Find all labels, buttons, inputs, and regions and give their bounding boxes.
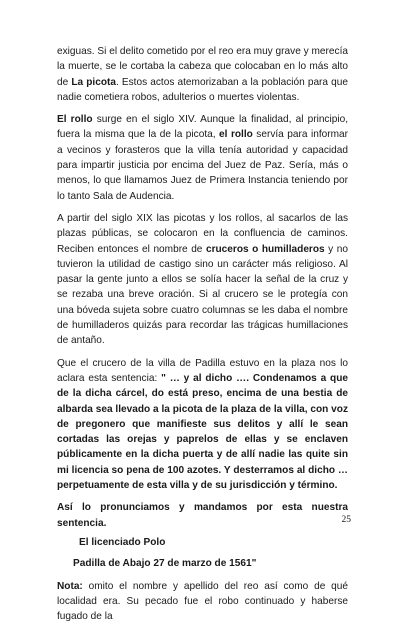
paragraph-nota: Nota: omito el nombre y apellido del reo así como de qué localidad era. Su pecado fue el robo continuado y haberse fugado de la — [57, 580, 348, 623]
paragraph-picota: exiguas. Si el delito cometido por el reo era muy grave y merecía la muerte, se le cortaba la cabeza que colocaban en lo más alto de La picota. Estos actos atemorizaban a la población para que nadie cometiera robos, adulterios o muertes violentas. — [57, 46, 348, 103]
term-cruceros: cruceros o humilladeros — [205, 243, 325, 255]
signature-line: El licenciado Polo — [79, 536, 166, 548]
sentence-quote: " … y al dicho …. Condenamos a que de la dicha cárcel, do está preso, encima de una bestia de albarda sea llevado a la picota de la plaza de la villa, con voz de pregonero que manifieste sus delitos y allí le sean cortadas las orejas y paprelos de ellas y se enclaven públicamente en la dicha puerta y de allí nadie las quite sin mi licencia so pena de 100 azotes. Y desterramos al dicho … perpetuamente de esta villa y de su jurisdicción y término. — [57, 372, 348, 492]
body-text — [57, 44, 348, 631]
paragraph-pronunciamos: Así lo pronunciamos y mandamos por esta nuestra sentencia. — [57, 502, 348, 529]
term-el-rollo: El rollo — [57, 114, 93, 126]
paragraph-cruceros: A partir del siglo XIX las picotas y los rollos, al sacarlos de las plazas públicas, se colocaron en la confluencia de caminos. Reciben entonces el nombre de cruceros o humilladeros y no tuvieron la utilidad de castigo sino un carácter más religioso. Al pasar la gente junto a ellos se solía hacer la señal de la cruz y se rezaba una breve oración. Si al crucero se le protegía con una bóveda sujeta sobre cuatro columnas se les daba el nombre de humilladeros quizás para recordar las trágicas humillaciones de antaño. — [57, 212, 348, 347]
term-la-picota: La picota — [71, 76, 116, 88]
nota-label: Nota: — [57, 580, 83, 592]
term-el-rollo-2: el rollo — [219, 129, 253, 141]
paragraph-sentencia: Que el crucero de la villa de Padilla estuvo en la plaza nos lo aclara esta sentencia: " … y al dicho …. Condenamos a que de la dicha cárcel, do está preso, encima de una bestia de albarda sea llevado a la picota de la plaza de la villa, con voz de pregonero que manifieste sus delitos y allí le sean cortadas las orejas y paprelos de ellas y se enclaven públicamente en la dicha puerta y de allí nadie las quite sin mi licencia so pena de 100 azotes. Y desterramos al dicho … perpetuamente de esta villa y de su jurisdicción y término. — [57, 357, 348, 492]
date-line: Padilla de Abajo 27 de marzo de 1561" — [73, 558, 257, 570]
paragraph-rollo: El rollo surge en el siglo XIV. Aunque la finalidad, al principio, fuera la misma que la de la picota, el rollo servía para informar a vecinos y forasteros que la villa tenía autoridad y capacidad para impartir justicia por encima del Juez de Paz. Sería, más o menos, lo que llamamos Juez de Primera Instancia teniendo por lo tanto Sala de Audencia. — [57, 114, 348, 202]
page-number: 25 — [341, 515, 351, 525]
